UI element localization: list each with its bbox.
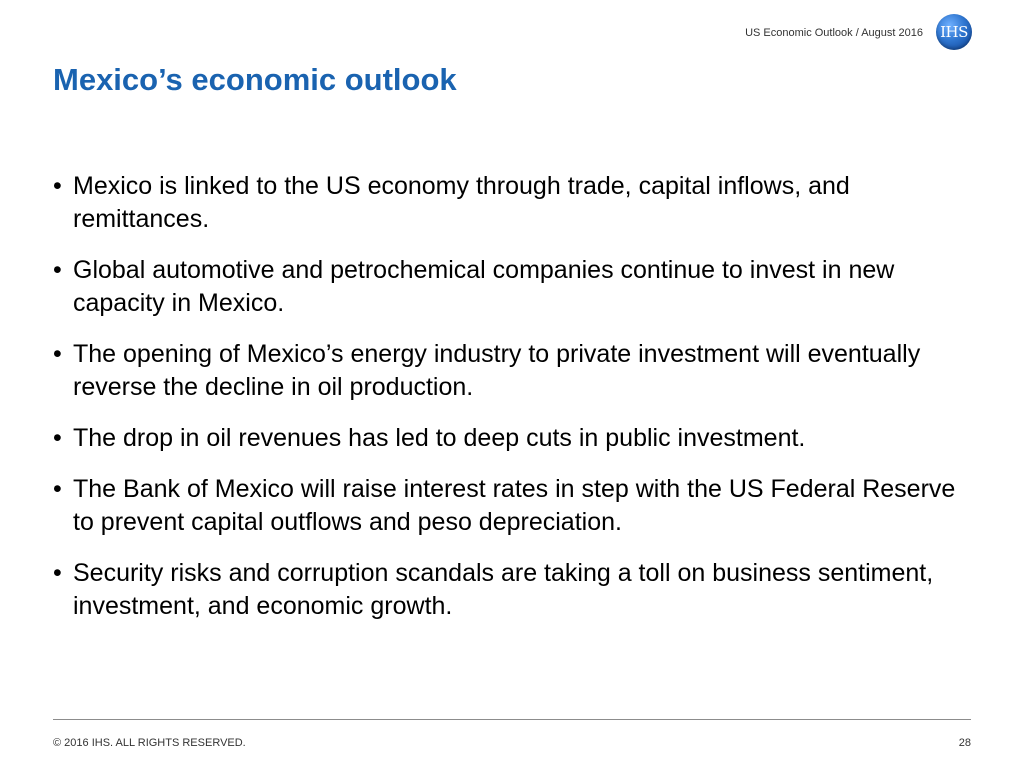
bullet-dot-icon: • — [53, 340, 62, 368]
bullet-text: Mexico is linked to the US economy through trade, capital inflows, and remittances. — [73, 172, 850, 233]
bullet-item — [53, 170, 983, 236]
bullet-text: The Bank of Mexico will raise interest rates in step with the US Federal Reserve to prevent capital outflows and peso depreciation. — [73, 475, 956, 536]
copyright-notice: © 2016 IHS. ALL RIGHTS RESERVED. — [53, 737, 246, 749]
bullet-item — [53, 422, 983, 455]
bullet-dot-icon: • — [53, 256, 62, 284]
bullet-text: Security risks and corruption scandals are taking a toll on business sentiment, investment, and economic growth. — [73, 559, 934, 620]
slide-title: Mexico’s economic outlook — [53, 62, 457, 97]
bullet-text: The drop in oil revenues has led to deep cuts in public investment. — [73, 424, 806, 452]
footer-divider — [53, 719, 971, 720]
bullet-dot-icon: • — [53, 559, 62, 587]
bullet-text: Global automotive and petrochemical companies continue to invest in new capacity in Mexico. — [73, 256, 895, 317]
ihs-logo-icon — [936, 14, 972, 50]
logo-text: IHS — [940, 23, 968, 41]
bullet-item — [53, 557, 983, 623]
bullet-dot-icon: • — [53, 424, 62, 452]
report-title: US Economic Outlook / August 2016 — [745, 27, 923, 39]
bullet-text: The opening of Mexico’s energy industry to private investment will eventually reverse the decline in oil production. — [73, 340, 921, 401]
bullet-list — [53, 170, 983, 641]
bullet-dot-icon: • — [53, 172, 62, 200]
page-number: 28 — [958, 737, 971, 749]
bullet-item — [53, 473, 983, 539]
bullet-item — [53, 254, 983, 320]
bullet-dot-icon: • — [53, 475, 62, 503]
bullet-item — [53, 338, 983, 404]
